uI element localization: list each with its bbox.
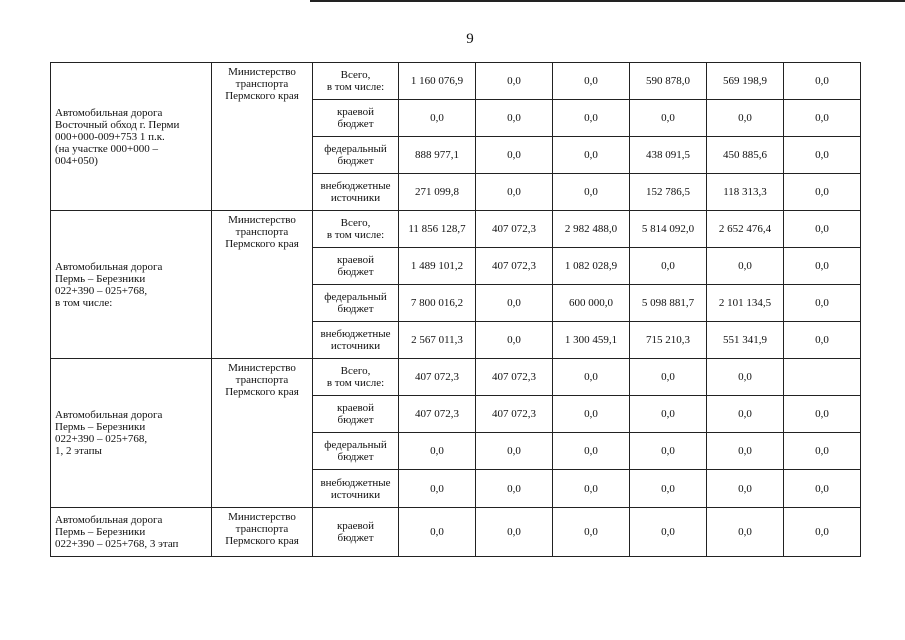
object-name-cell [51,63,212,211]
amount-cell: 0,0 [707,433,784,470]
text-line: 1, 2 этапы [55,445,102,457]
amount-cell: 0,0 [399,433,476,470]
funding-source-cell [313,433,399,470]
amount-cell: 0,0 [476,285,553,322]
amount-cell: 0,0 [707,470,784,508]
amount-cell: 0,0 [707,508,784,557]
text-line: бюджет [337,303,374,315]
text-line: бюджет [337,451,374,463]
funding-source-cell [313,285,399,322]
amount-cell: 0,0 [630,248,707,285]
table-row [51,63,861,100]
text-line: Министерство [228,214,296,226]
amount-cell: 0,0 [630,100,707,137]
amount-cell [784,359,861,396]
amount-cell: 0,0 [784,470,861,508]
text-line: Пермь – Березники [55,421,146,433]
text-line: федеральный [324,439,387,451]
amount-cell: 0,0 [476,433,553,470]
text-line: транспорта [235,374,289,386]
amount-cell: 0,0 [553,174,630,211]
amount-cell: 407 072,3 [399,359,476,396]
amount-cell: 0,0 [399,508,476,557]
amount-cell: 0,0 [630,359,707,396]
amount-cell: 0,0 [553,396,630,433]
amount-cell: 407 072,3 [476,248,553,285]
amount-cell: 0,0 [707,359,784,396]
amount-cell: 590 878,0 [630,63,707,100]
page-number: 9 [466,31,474,47]
amount-cell: 569 198,9 [707,63,784,100]
amount-cell: 0,0 [553,63,630,100]
amount-cell: 450 885,6 [707,137,784,174]
amount-cell: 0,0 [553,508,630,557]
text-line: 022+390 – 025+768, 3 этап [55,538,179,550]
amount-cell: 1 160 076,9 [399,63,476,100]
amount-cell: 0,0 [399,470,476,508]
text-line: Пермь – Березники [55,526,146,538]
text-line: в том числе: [326,377,385,389]
ministry-cell [212,211,313,359]
text-line: Министерство [228,511,296,523]
amount-cell: 407 072,3 [476,211,553,248]
funding-source-cell [313,470,399,508]
amount-cell: 888 977,1 [399,137,476,174]
amount-cell: 0,0 [784,396,861,433]
amount-cell: 271 099,8 [399,174,476,211]
text-line: Министерство [228,66,296,78]
amount-cell: 0,0 [476,100,553,137]
amount-cell: 715 210,3 [630,322,707,359]
funding-source-cell [313,508,399,557]
text-line: Всего, [340,365,371,377]
text-line: краевой [336,520,375,532]
text-line: Автомобильная дорога [55,514,163,526]
text-line: Пермского края [225,238,299,250]
text-line: 000+000-009+753 1 п.к. [55,130,165,143]
amount-cell: 0,0 [784,174,861,211]
amount-cell: 0,0 [630,433,707,470]
table-row [51,359,861,396]
text-line: источники [330,488,381,501]
funding-source-cell [313,174,399,211]
amount-cell: 0,0 [476,508,553,557]
text-line: федеральный [324,291,387,303]
text-line: краевой [336,402,375,414]
amount-cell: 407 072,3 [399,396,476,433]
text-line: источники [330,340,381,352]
amount-cell: 0,0 [784,137,861,174]
object-name-cell [51,508,212,557]
text-line: Министерство [228,362,296,374]
amount-cell: 0,0 [784,63,861,100]
amount-cell: 1 489 101,2 [399,248,476,285]
text-line: 022+390 – 025+768, [55,433,148,445]
text-line: Автомобильная дорога [55,260,163,273]
amount-cell: 0,0 [784,508,861,557]
text-line: внебюджетные [320,180,391,192]
funding-source-cell [313,248,399,285]
amount-cell: 0,0 [476,137,553,174]
text-line: Пермского края [225,535,299,547]
top-border-line [310,0,905,2]
text-line: 004+050) [55,154,98,167]
text-line: транспорта [235,523,289,535]
text-line: 022+390 – 025+768, [55,284,148,297]
amount-cell: 118 313,3 [707,174,784,211]
amount-cell: 0,0 [476,174,553,211]
amount-cell: 0,0 [707,396,784,433]
text-line: источники [330,192,381,204]
text-line: внебюджетные [320,328,391,340]
amount-cell: 0,0 [553,137,630,174]
funding-source-cell [313,396,399,433]
text-line: в том числе: [326,81,385,93]
ministry-cell [212,508,313,557]
text-line: транспорта [235,226,289,238]
amount-cell: 2 567 011,3 [399,322,476,359]
amount-cell: 600 000,0 [553,285,630,322]
text-line: Автомобильная дорога [55,106,163,119]
amount-cell: 1 082 028,9 [553,248,630,285]
amount-cell: 0,0 [553,433,630,470]
amount-cell: 5 098 881,7 [630,285,707,322]
amount-cell: 11 856 128,7 [399,211,476,248]
amount-cell: 0,0 [553,470,630,508]
funding-source-cell [313,322,399,359]
text-line: бюджет [337,414,374,426]
funding-source-cell [313,63,399,100]
amount-cell: 0,0 [630,470,707,508]
object-name-cell [51,211,212,359]
amount-cell: 0,0 [707,248,784,285]
funding-source-cell [313,100,399,137]
text-line: Всего, [340,217,371,229]
funding-source-cell [313,211,399,248]
funding-source-cell [313,137,399,174]
text-line: Автомобильная дорога [55,409,163,421]
text-line: Пермь – Березники [55,272,146,285]
text-line: Восточный обход г. Перми [55,118,180,131]
amount-cell: 407 072,3 [476,396,553,433]
table-row [51,211,861,248]
text-line: бюджет [337,118,374,130]
text-line: в том числе: [326,229,385,241]
amount-cell: 1 300 459,1 [553,322,630,359]
amount-cell: 407 072,3 [476,359,553,396]
amount-cell: 0,0 [784,100,861,137]
amount-cell: 438 091,5 [630,137,707,174]
amount-cell: 0,0 [553,359,630,396]
amount-cell: 0,0 [553,100,630,137]
text-line: Пермского края [225,90,299,102]
amount-cell: 0,0 [707,100,784,137]
financing-table [50,62,861,557]
amount-cell: 0,0 [784,285,861,322]
amount-cell: 0,0 [476,322,553,359]
text-line: внебюджетные [320,476,391,489]
amount-cell: 152 786,5 [630,174,707,211]
amount-cell: 0,0 [630,508,707,557]
text-line: бюджет [337,155,374,167]
text-line: транспорта [235,78,289,90]
text-line: бюджет [337,266,374,278]
text-line: в том числе: [55,296,113,309]
text-line: Пермского края [225,386,299,398]
amount-cell: 7 800 016,2 [399,285,476,322]
amount-cell: 0,0 [784,248,861,285]
ministry-cell [212,63,313,211]
ministry-cell [212,359,313,508]
table-row [51,508,861,557]
amount-cell: 0,0 [476,63,553,100]
amount-cell: 2 101 134,5 [707,285,784,322]
amount-cell: 2 652 476,4 [707,211,784,248]
amount-cell: 0,0 [399,100,476,137]
text-line: краевой [336,254,375,266]
amount-cell: 0,0 [784,433,861,470]
amount-cell: 0,0 [476,470,553,508]
funding-source-cell [313,359,399,396]
amount-cell: 5 814 092,0 [630,211,707,248]
text-line: федеральный [324,143,387,155]
amount-cell: 0,0 [784,211,861,248]
amount-cell: 551 341,9 [707,322,784,359]
amount-cell: 0,0 [630,396,707,433]
amount-cell: 0,0 [784,322,861,359]
text-line: бюджет [337,532,374,544]
amount-cell: 2 982 488,0 [553,211,630,248]
text-line: (на участке 000+000 – [55,142,158,155]
text-line: краевой [336,106,375,118]
object-name-cell [51,359,212,508]
text-line: Всего, [340,69,371,81]
